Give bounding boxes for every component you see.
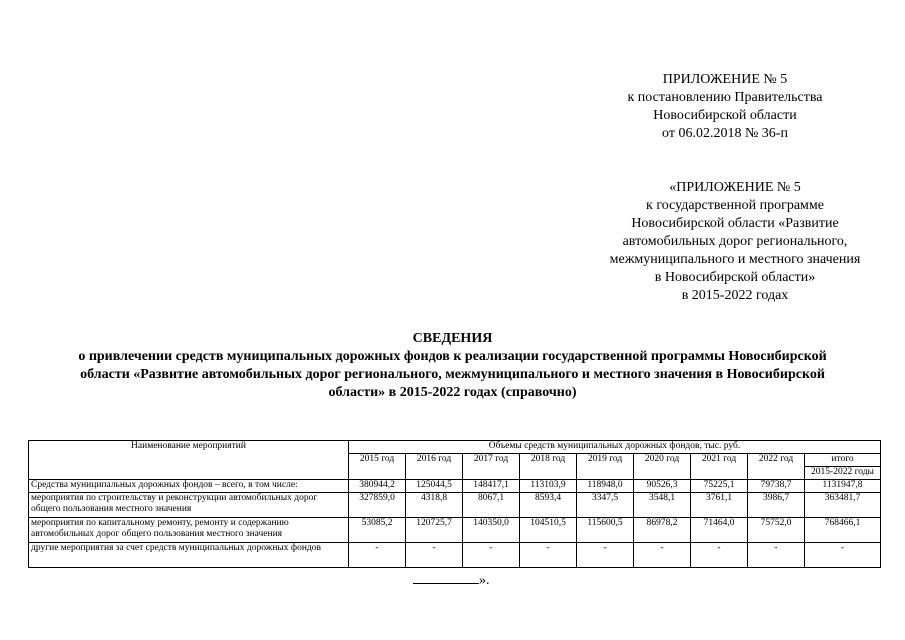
appendix2-line: межмуниципального и местного значения — [609, 252, 861, 267]
appendix-header-resolution — [595, 71, 855, 143]
appendix1-line: от 06.02.2018 № 36-п — [662, 126, 788, 141]
document-subtitle-line: о привлечении средств муниципальных дорожных фондов к реализации государственной программы Новосибирской — [78, 349, 827, 364]
cell-value: 3986,7 — [748, 493, 805, 518]
cell-value: 3761,1 — [691, 493, 748, 518]
funds-table — [28, 440, 881, 568]
document-subtitle-line: области «Развитие автомобильных дорог регионального, межмуниципального и местного значения в Новосибирской — [80, 367, 825, 382]
cell-value: - — [463, 543, 520, 568]
column-header-year: 2020 год — [634, 454, 691, 480]
cell-value: 104510,5 — [520, 518, 577, 543]
signature-line — [413, 570, 479, 584]
cell-value: 327859,0 — [349, 493, 406, 518]
funds-table-container — [28, 440, 881, 568]
cell-value: 71464,0 — [691, 518, 748, 543]
cell-value: 3548,1 — [634, 493, 691, 518]
document-subtitle-line: области» в 2015-2022 годах (справочно) — [328, 385, 577, 400]
cell-value: 113103,9 — [520, 480, 577, 493]
cell-value: 8067,1 — [463, 493, 520, 518]
closing-mark — [413, 570, 490, 590]
cell-value: 125044,5 — [406, 480, 463, 493]
column-header-volume: Объемы средств муниципальных дорожных фондов, тыс. руб. — [349, 441, 881, 454]
table-row — [29, 480, 881, 493]
appendix2-line: автомобильных дорог регионального, — [622, 234, 848, 249]
cell-value: 8593,4 — [520, 493, 577, 518]
cell-value: 140350,0 — [463, 518, 520, 543]
cell-value: 120725,7 — [406, 518, 463, 543]
table-header-row — [29, 441, 881, 454]
column-header-year: 2015 год — [349, 454, 406, 480]
table-row — [29, 518, 881, 543]
column-header-total: итого — [805, 454, 881, 467]
cell-value: 148417,1 — [463, 480, 520, 493]
cell-value: 79738,7 — [748, 480, 805, 493]
appendix-header-program — [580, 179, 890, 305]
column-header-year: 2021 год — [691, 454, 748, 480]
document-heading — [20, 330, 885, 402]
closing-quote: ». — [479, 573, 490, 588]
table-row — [29, 543, 881, 568]
cell-value: - — [691, 543, 748, 568]
document-title: СВЕДЕНИЯ — [412, 331, 493, 346]
cell-value: 75752,0 — [748, 518, 805, 543]
cell-value: 90526,3 — [634, 480, 691, 493]
appendix2-line: к государственной программе — [646, 198, 824, 213]
cell-value: - — [634, 543, 691, 568]
cell-value: - — [406, 543, 463, 568]
cell-value: 380944,2 — [349, 480, 406, 493]
appendix2-line: в 2015-2022 годах — [681, 288, 789, 303]
cell-value: 115600,5 — [577, 518, 634, 543]
cell-value: 3347,5 — [577, 493, 634, 518]
column-header-year: 2016 год — [406, 454, 463, 480]
cell-value: - — [349, 543, 406, 568]
cell-value: 118948,0 — [577, 480, 634, 493]
column-header-name: Наименование мероприятий — [29, 441, 349, 480]
appendix2-line: в Новосибирской области» — [654, 270, 816, 285]
cell-value: 86978,2 — [634, 518, 691, 543]
cell-total: 363481,7 — [805, 493, 881, 518]
cell-value: 4318,8 — [406, 493, 463, 518]
appendix1-line: к постановлению Правительства — [627, 90, 823, 105]
cell-total: 1131947,8 — [805, 480, 881, 493]
appendix1-line: Новосибирской области — [653, 108, 797, 123]
cell-value: 53085,2 — [349, 518, 406, 543]
appendix2-line: Новосибирской области «Развитие — [631, 216, 839, 231]
cell-value: - — [520, 543, 577, 568]
row-name: мероприятия по строительству и реконструкции автомобильных дорог общего пользования местного значения — [29, 493, 349, 518]
cell-total: 768466,1 — [805, 518, 881, 543]
row-name: другие мероприятия за счет средств муниципальных дорожных фондов — [29, 543, 349, 568]
row-name: мероприятия по капитальному ремонту, ремонту и содержанию автомобильных дорог общего пользования местного значения — [29, 518, 349, 543]
appendix2-line: «ПРИЛОЖЕНИЕ № 5 — [669, 180, 801, 195]
column-header-year: 2022 год — [748, 454, 805, 480]
row-name: Средства муниципальных дорожных фондов – всего, в том числе: — [29, 480, 349, 493]
cell-total: - — [805, 543, 881, 568]
column-header-year: 2019 год — [577, 454, 634, 480]
cell-value: - — [748, 543, 805, 568]
column-header-year: 2018 год — [520, 454, 577, 480]
column-header-total-period: 2015-2022 годы — [805, 467, 881, 480]
table-row — [29, 493, 881, 518]
cell-value: - — [577, 543, 634, 568]
appendix1-line: ПРИЛОЖЕНИЕ № 5 — [662, 72, 788, 87]
cell-value: 75225,1 — [691, 480, 748, 493]
column-header-year: 2017 год — [463, 454, 520, 480]
